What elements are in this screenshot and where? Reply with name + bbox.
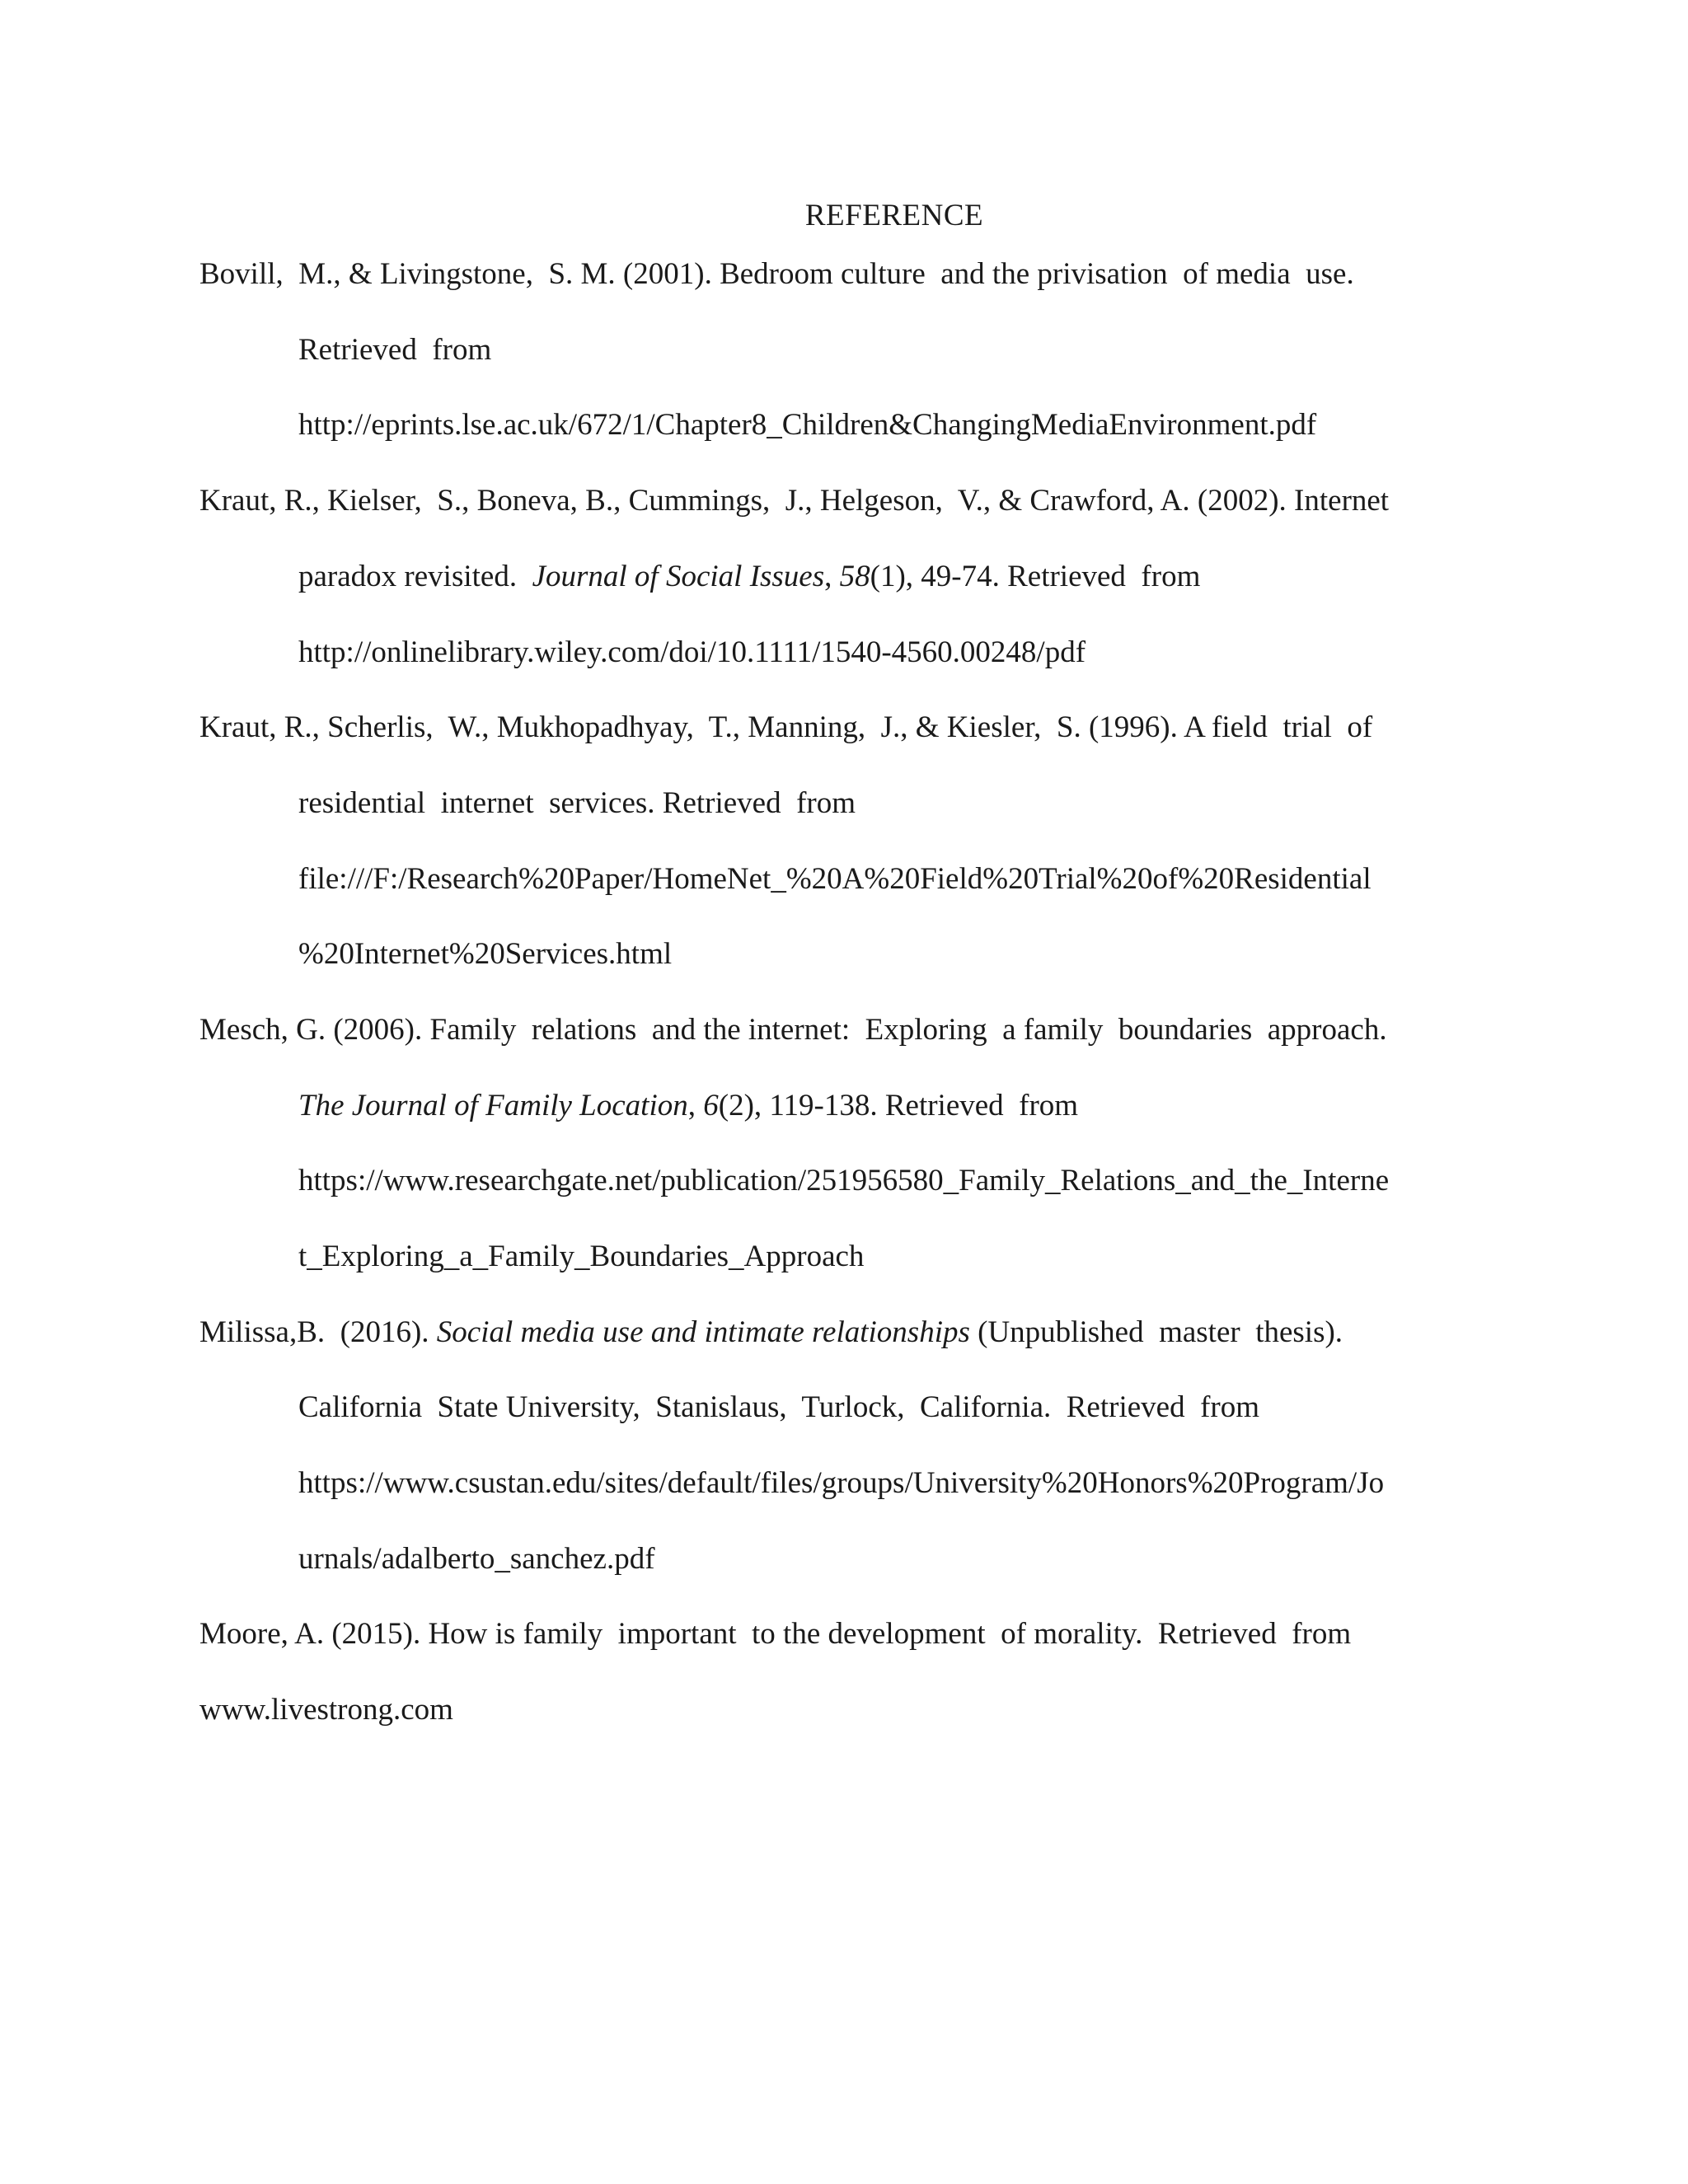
line-text: (Unpublished master thesis). <box>969 1315 1343 1349</box>
reference-moore-line-1: Moore, A. (2015). How is family important to the development of morality. Retrieved from <box>199 1617 1352 1651</box>
journal-volume: 6 <box>703 1089 719 1122</box>
reference-milissa-url-2: urnals/adalberto_sanchez.pdf <box>298 1542 655 1576</box>
reference-bovill-url: http://eprints.lse.ac.uk/672/1/Chapter8_Children&ChangingMediaEnvironment.pdf <box>298 408 1317 442</box>
reference-mesch-line-2 <box>298 1085 1078 1127</box>
reference-milissa-line-1 <box>199 1312 1343 1353</box>
line-text: Milissa,B. (2016). <box>199 1315 437 1349</box>
journal-volume: 58 <box>839 560 870 593</box>
reference-mesch-url-2: t_Exploring_a_Family_Boundaries_Approach <box>298 1240 865 1273</box>
reference-bovill-line-1: Bovill, M., & Livingstone, S. M. (2001). Bedroom culture and the privisation of media use. <box>199 257 1354 291</box>
journal-title: Journal of Social Issues <box>532 560 825 593</box>
reference-bovill-line-2: Retrieved from <box>298 333 492 367</box>
reference-kraut-1996-line-1: Kraut, R., Scherlis, W., Mukhopadhyay, T., Manning, J., & Kiesler, S. (1996). A field trial of <box>199 710 1373 744</box>
reference-moore-url: www.livestrong.com <box>199 1693 453 1727</box>
reference-milissa-url-1: https://www.csustan.edu/sites/default/files/groups/University%20Honors%20Program/Jo <box>298 1466 1385 1500</box>
line-text: , <box>824 560 840 593</box>
reference-kraut-2002-line-2 <box>298 556 1200 598</box>
journal-title: The Journal of Family Location <box>298 1089 688 1122</box>
reference-milissa-line-2: California State University, Stanislaus, Turlock, California. Retrieved from <box>298 1390 1260 1424</box>
reference-kraut-2002-url: http://onlinelibrary.wiley.com/doi/10.1111/1540-4560.00248/pdf <box>298 635 1086 669</box>
thesis-title: Social media use and intimate relationships <box>436 1315 970 1349</box>
reference-mesch-url-1: https://www.researchgate.net/publication/251956580_Family_Relations_and_the_Interne <box>298 1164 1390 1197</box>
line-text: paradox revisited. <box>298 560 532 593</box>
line-text: , <box>687 1089 704 1122</box>
reference-kraut-2002-line-1: Kraut, R., Kielser, S., Boneva, B., Cummings, J., Helgeson, V., & Crawford, A. (2002). Internet <box>199 484 1390 518</box>
reference-kraut-1996-url-1: file:///F:/Research%20Paper/HomeNet_%20A%20Field%20Trial%20of%20Residential <box>298 862 1372 896</box>
reference-mesch-line-1: Mesch, G. (2006). Family relations and the internet: Exploring a family boundaries approach. <box>199 1013 1387 1047</box>
line-text: (2), 119-138. Retrieved from <box>718 1089 1079 1122</box>
page-heading: REFERENCE <box>804 199 984 232</box>
line-text: (1), 49-74. Retrieved from <box>870 560 1201 593</box>
reference-kraut-1996-url-2: %20Internet%20Services.html <box>298 937 673 971</box>
reference-kraut-1996-line-2: residential internet services. Retrieved from <box>298 786 856 820</box>
